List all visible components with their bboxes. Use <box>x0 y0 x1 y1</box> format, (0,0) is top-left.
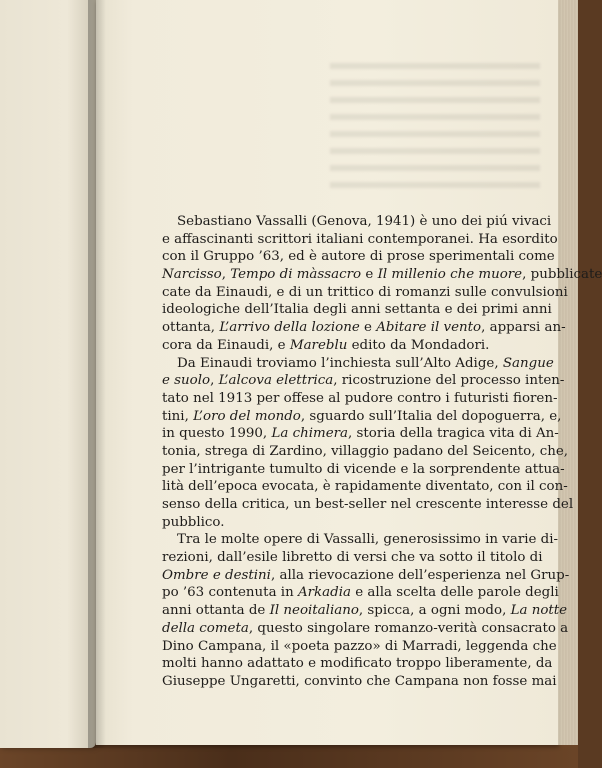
text-run: per l’intrigante tumulto di vicende e la sorprendente attua- <box>162 461 565 477</box>
italic-title: Mareblu <box>289 337 348 353</box>
italic-title: Arkadia <box>297 585 351 601</box>
text-run: , <box>221 267 231 283</box>
text-run: senso della critica, un best-seller nel crescente interesse del <box>162 497 574 512</box>
text-run: po ’63 contenuta in <box>162 585 298 601</box>
text-run: Sebastiano Vassalli (Genova, 1941) è uno dei piú vivaci <box>177 214 552 229</box>
text-line <box>162 531 559 549</box>
paragraph <box>162 355 574 532</box>
italic-title: Narcisso <box>162 267 222 283</box>
text-run: Tra le molte opere di Vassalli, generosissimo in varie di- <box>177 532 559 548</box>
text-run: e alla scelta delle parole degli <box>350 585 559 601</box>
italic-title: La notte <box>510 603 568 619</box>
text-line <box>162 673 557 691</box>
text-line <box>162 602 568 620</box>
italic-title: Ombre e destini <box>162 567 271 583</box>
italic-title: L’alcova elettrica <box>218 373 334 389</box>
text-line <box>162 301 552 319</box>
book-gutter-shadow <box>88 0 106 748</box>
text-run: tini, <box>162 408 194 424</box>
italic-title: e suolo <box>162 373 211 389</box>
text-line <box>162 390 558 408</box>
text-run: e <box>361 267 378 283</box>
text-run: pubblico. <box>162 514 225 530</box>
text-run: , ricostruzione del processo inten- <box>333 373 565 389</box>
text-line <box>162 319 566 337</box>
text-run: , sguardo sull’Italia del dopoguerra, e, <box>300 408 562 424</box>
italic-title: La chimera <box>271 426 348 442</box>
text-line <box>162 584 559 602</box>
italic-title: L’arrivo della lozione <box>219 320 360 336</box>
text-line <box>162 567 570 585</box>
text-run: , questo singolare romanzo-verità consacrato a <box>248 620 569 636</box>
text-line <box>162 655 553 673</box>
text-line <box>162 355 554 373</box>
text-line <box>162 549 543 567</box>
text-line <box>162 514 480 532</box>
text-run: , pubblicate <box>522 267 602 283</box>
text-run: lità dell’epoca evocata, è rapidamente diventato, con il con- <box>162 479 568 495</box>
text-run: , <box>210 373 219 389</box>
text-line <box>162 478 568 496</box>
left-book-page <box>0 0 96 748</box>
text-run: tonia, strega di Zardino, villaggio padano del Seicento, che, <box>162 443 569 459</box>
italic-title: Tempo di màssacro <box>230 267 362 283</box>
text-run: ottanta, <box>162 320 220 336</box>
text-run: , spicca, a ogni modo, <box>358 603 511 619</box>
text-line <box>162 496 574 514</box>
text-run: , alla rievocazione dell’esperienza nel Grup- <box>270 567 570 583</box>
text-line <box>162 284 568 302</box>
paragraph <box>162 531 570 690</box>
text-line <box>162 248 555 266</box>
italic-title: Il neoitaliano <box>269 603 359 619</box>
text-run: Giuseppe Ungaretti, convinto che Campana non fosse mai <box>162 673 557 689</box>
text-line <box>162 408 562 426</box>
show-through-text <box>330 55 540 195</box>
text-run: , storia della tragica vita di An- <box>348 426 559 442</box>
text-line <box>162 425 559 443</box>
text-run: molti hanno adattato e modificato troppo liberamente, da <box>162 656 553 672</box>
text-line <box>162 372 565 390</box>
text-run: anni ottanta de <box>162 603 270 619</box>
text-run: cora da Einaudi, e <box>162 337 290 353</box>
text-line <box>162 638 557 656</box>
text-run: Da Einaudi troviamo l’inchiesta sull’Alto Adige, <box>177 355 503 371</box>
paragraph <box>162 213 602 355</box>
text-run: rezioni, dall’esile libretto di versi che va sotto il titolo di <box>162 550 543 566</box>
book-text-block <box>162 213 602 691</box>
text-run: in questo 1990, <box>162 426 272 442</box>
text-run: con il Gruppo ’63, ed è autore di prose sperimentali come <box>162 249 555 265</box>
italic-title: della cometa <box>162 620 249 636</box>
italic-title: L’oro del mondo <box>193 408 301 424</box>
text-line <box>162 213 552 231</box>
text-line <box>162 337 490 355</box>
text-run: e <box>359 320 377 336</box>
text-run: Dino Campana, il «poeta pazzo» di Marradi, leggenda che <box>162 638 557 654</box>
text-line <box>162 443 569 461</box>
text-run: tato nel 1913 per offese al pudore contro i futuristi fioren- <box>162 390 558 406</box>
text-run: , apparsi an- <box>481 320 566 336</box>
text-line <box>162 231 558 249</box>
text-run: cate da Einaudi, e di un trittico di romanzi sulle convulsioni <box>162 284 568 300</box>
italic-title: Il millenio che muore <box>377 267 523 283</box>
text-line <box>162 266 602 284</box>
text-line <box>162 620 569 638</box>
text-run: ideologiche dell’Italia degli anni settanta e dei primi anni <box>162 302 552 318</box>
italic-title: Sangue <box>502 355 554 371</box>
italic-title: Abitare il vento <box>376 320 482 336</box>
text-run: edito da Mondadori. <box>347 337 490 353</box>
text-run: e affascinanti scrittori italiani contemporanei. Ha esordito <box>162 231 558 247</box>
text-line <box>162 461 565 479</box>
